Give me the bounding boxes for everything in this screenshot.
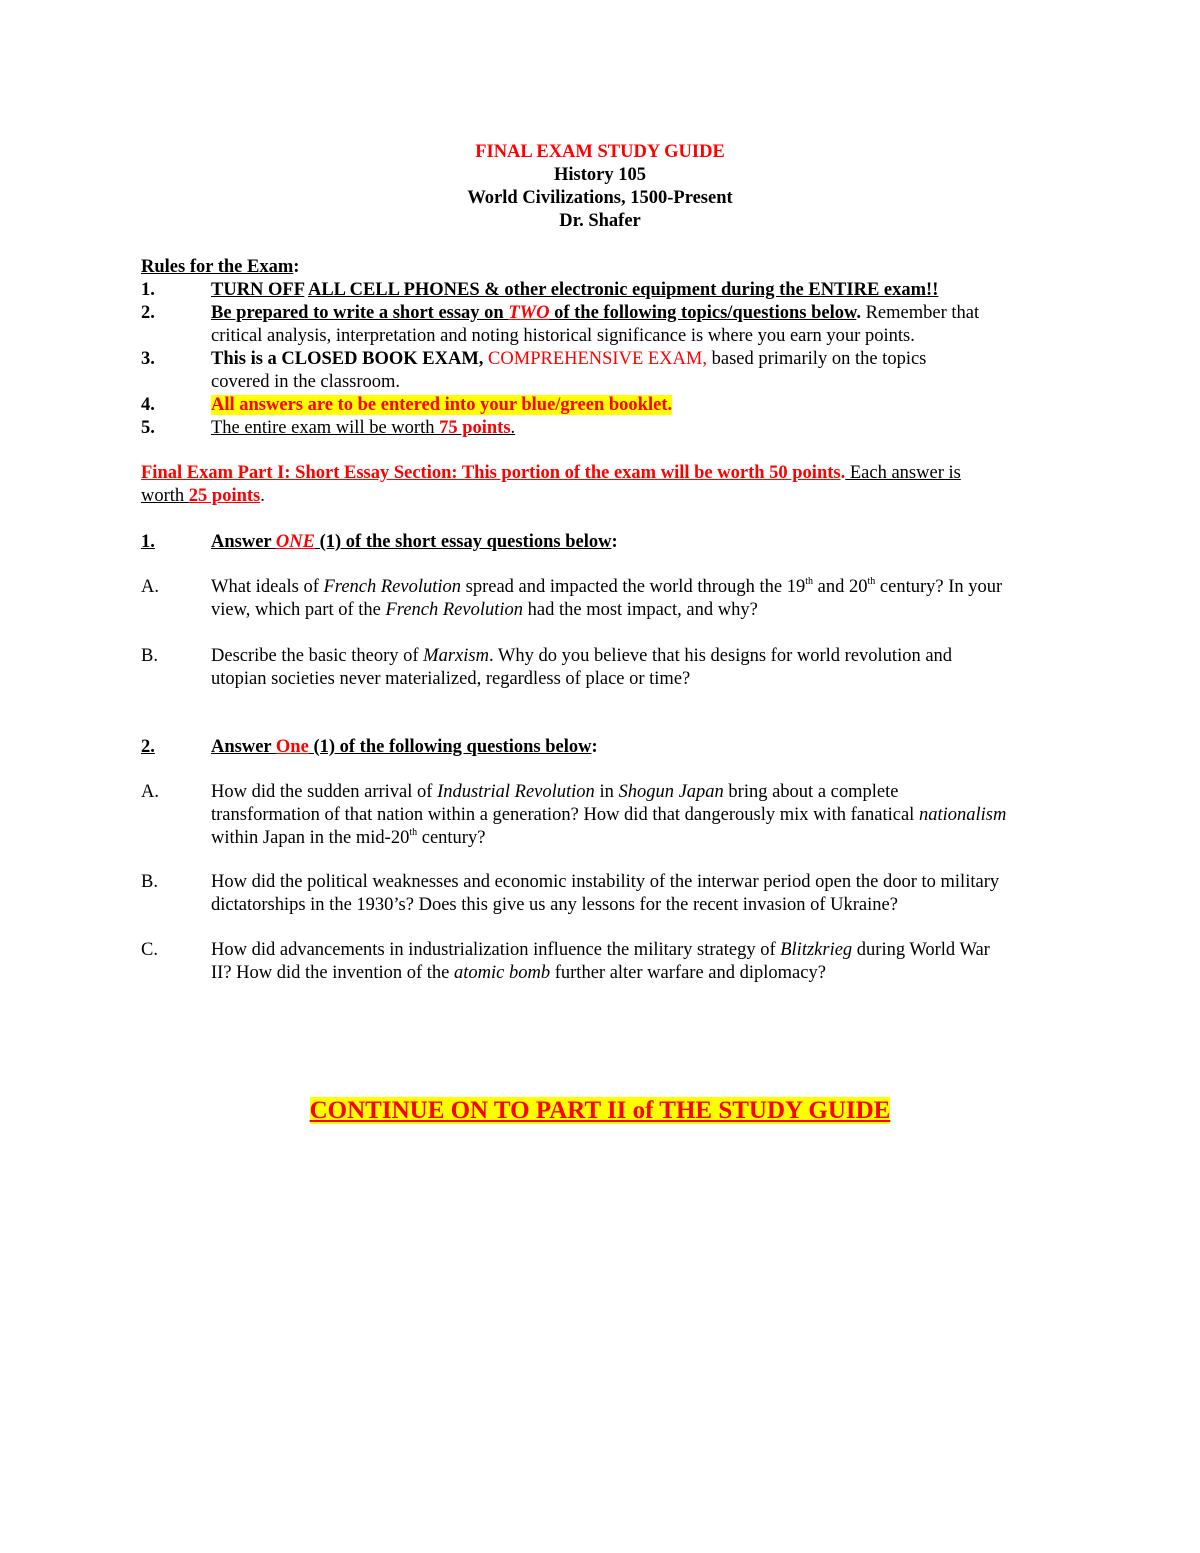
doc-title: FINAL EXAM STUDY GUIDE — [475, 142, 725, 162]
question-term: Shogun Japan — [618, 782, 724, 802]
question-text-part: Describe the basic theory of — [211, 646, 424, 666]
rule-text-part: based primarily on the topics — [706, 349, 927, 369]
question-term: atomic bomb — [454, 963, 551, 983]
question-text-part: further alter warfare and diplomacy? — [550, 963, 826, 983]
question-text-part: century? In your — [875, 577, 1003, 597]
question-text-part: What ideals of — [211, 577, 324, 597]
instructor-name: Dr. Shafer — [559, 211, 641, 231]
question-text-part: transformation of that nation within a generation? How did that dangerously mix with fanatical — [211, 805, 919, 825]
part1-text: worth — [141, 486, 189, 506]
rule-text — [211, 417, 515, 440]
part1-heading: Final Exam Part I: Short Essay Section: This portion of the exam will be worth 50 points — [141, 463, 841, 483]
question-term: French Revolution — [323, 577, 462, 597]
question-letter: C. — [141, 940, 158, 960]
rules-heading-text: Rules for the Exam — [141, 257, 294, 277]
superscript: th — [867, 575, 876, 587]
part1-text: . — [260, 486, 265, 506]
rule-text-part: Remember that — [860, 303, 980, 323]
course-subtitle: World Civilizations, 1500-Present — [467, 188, 733, 208]
continue-text: CONTINUE ON TO PART II of THE STUDY GUIDE — [309, 1097, 891, 1124]
rule-number: 5. — [141, 418, 155, 438]
part1-heading-period: . — [840, 463, 846, 483]
question-text: How did the political weaknesses and economic instability of the interwar period open the door to military — [211, 872, 1000, 892]
question-term: nationalism — [918, 805, 1007, 825]
question-text-part: during World War — [852, 940, 990, 960]
section-emphasis-one: ONE — [275, 532, 315, 552]
rule-text-part: The entire exam will be worth — [211, 418, 440, 438]
superscript: th — [805, 575, 814, 587]
question-term: Marxism — [423, 646, 489, 666]
rule-emphasis-comprehensive: COMPREHENSIVE EXAM, — [488, 349, 707, 369]
rule-text-part: Be prepared to write a short essay on — [211, 303, 509, 323]
rule-number: 2. — [141, 303, 155, 323]
rule-text-line2: covered in the classroom. — [211, 372, 401, 392]
question-text-part: had the most impact, and why? — [523, 600, 758, 620]
section-number: 2. — [141, 737, 155, 757]
superscript: th — [409, 826, 418, 838]
rule-text-part: ALL CELL PHONES & other electronic equipment during the ENTIRE exam!! — [307, 280, 939, 300]
continue-banner — [0, 1095, 1200, 1129]
question-term: French Revolution — [385, 600, 524, 620]
question-text-part: II? How did the invention of the — [211, 963, 455, 983]
rule-text — [211, 348, 926, 371]
question-letter: A. — [141, 577, 159, 597]
rule-emphasis-points: 75 points — [439, 418, 511, 438]
question-text-line2: utopian societies never materialized, regardless of place or time? — [211, 669, 691, 689]
question-letter: B. — [141, 646, 158, 666]
rule-number: 4. — [141, 395, 155, 415]
question-text-part: century? — [417, 828, 486, 848]
rule-text-part: TURN OFF — [211, 280, 305, 300]
rule-text-line2: critical analysis, interpretation and noting historical significance is where you earn your points. — [211, 326, 915, 346]
section-heading-part: : — [591, 737, 598, 757]
section-heading — [211, 531, 618, 554]
question-text-line3 — [211, 827, 485, 850]
question-text-part: . Why do you believe that his designs for world revolution and — [488, 646, 953, 666]
question-text-line2: dictatorships in the 1930’s? Does this give us any lessons for the recent invasion of Ukraine? — [211, 895, 898, 915]
section-heading-part: : — [611, 532, 618, 552]
question-text-line2 — [211, 599, 758, 622]
section-heading-part: Answer — [211, 737, 276, 757]
section-number: 1. — [141, 532, 155, 552]
rule-text — [211, 302, 979, 325]
part1-points: 25 points — [188, 486, 261, 506]
rule-number: 3. — [141, 349, 155, 369]
rule-text-part: . — [510, 418, 516, 438]
section-heading-part: Answer — [211, 532, 276, 552]
rule-emphasis-two: TWO — [508, 303, 550, 323]
rule-text — [211, 394, 672, 417]
part1-text: Each answer is — [845, 463, 961, 483]
course-number: History 105 — [554, 165, 646, 185]
rule-text-part: . — [856, 303, 861, 323]
question-term: Industrial Revolution — [437, 782, 595, 802]
question-text-line2 — [211, 804, 1006, 827]
question-text-part: within Japan in the mid-20 — [211, 828, 410, 848]
section-heading — [211, 736, 598, 759]
question-letter: A. — [141, 782, 159, 802]
question-text-part: and 20 — [813, 577, 868, 597]
rule-text-part: This is a CLOSED BOOK EXAM, — [211, 349, 489, 369]
rule-number: 1. — [141, 280, 155, 300]
question-text-part: view, which part of the — [211, 600, 386, 620]
highlighted-rule-text: All answers are to be entered into your blue/green booklet. — [211, 395, 673, 415]
rules-heading-colon: : — [293, 257, 300, 277]
rules-heading — [141, 256, 299, 279]
section-emphasis-one: One — [275, 737, 309, 757]
rule-text-part: of the following topics/questions below — [549, 303, 857, 323]
question-text-part: How did advancements in industrialization influence the military strategy of — [211, 940, 781, 960]
part1-line2 — [141, 485, 265, 508]
question-text — [211, 576, 1002, 599]
question-text-part: How did the sudden arrival of — [211, 782, 438, 802]
rule-text — [211, 279, 938, 302]
question-text — [211, 939, 990, 962]
question-text — [211, 645, 952, 668]
question-text — [211, 781, 898, 804]
question-text-part: in — [594, 782, 619, 802]
question-term: Blitzkrieg — [780, 940, 853, 960]
question-text-part: bring about a complete — [723, 782, 899, 802]
question-text-part: spread and impacted the world through the 19 — [461, 577, 806, 597]
question-text-line2 — [211, 962, 826, 985]
section-heading-part: (1) of the short essay questions below — [314, 532, 612, 552]
part1-line1 — [141, 462, 961, 485]
section-heading-part: (1) of the following questions below — [308, 737, 592, 757]
question-letter: B. — [141, 872, 158, 892]
